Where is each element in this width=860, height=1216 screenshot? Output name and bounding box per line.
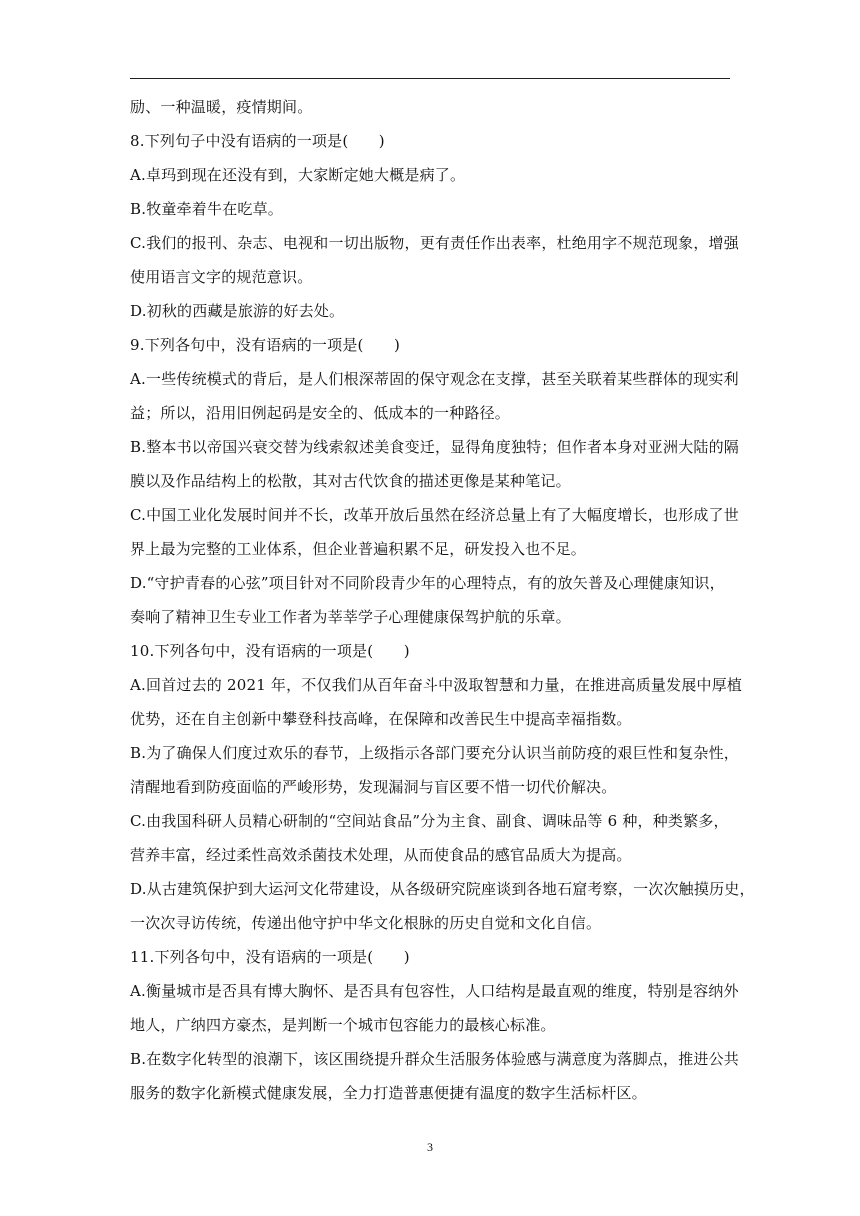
line-gap <box>130 1002 730 1014</box>
line-gap <box>130 288 730 300</box>
question-8-stem: 8.下列句子中没有语病的一项是( ) <box>130 132 385 150</box>
line-gap <box>130 764 730 776</box>
line-gap <box>130 696 730 708</box>
line-gap <box>130 934 730 946</box>
line-gap <box>130 118 730 130</box>
line-gap <box>130 492 730 504</box>
question-10-stem: 10.下列各句中，没有语病的一项是( ) <box>130 642 410 660</box>
line-gap <box>130 730 730 742</box>
question-10-option-b-cont: 清醒地看到防疫面临的严峻形势，发现漏洞与盲区要不惜一切代价解决。 <box>130 778 617 796</box>
line-gap <box>130 560 730 572</box>
page-number: 3 <box>427 1140 433 1154</box>
question-11-option-b-cont: 服务的数字化新模式健康发展，全力打造普惠便捷有温度的数字生活标杆区。 <box>130 1084 647 1102</box>
question-9-option-a: A.一些传统模式的背后，是人们根深蒂固的保守观念在支撑，甚至关联着某些群体的现实利 <box>130 370 739 388</box>
question-9-option-d: D.“守护青春的心弦”项目针对不同阶段青少年的心理特点，有的放矢普及心理健康知识， <box>130 574 725 592</box>
line-gap <box>130 424 730 436</box>
question-11-stem: 11.下列各句中，没有语病的一项是( ) <box>130 948 410 966</box>
question-9-option-c-cont: 界上最为完整的工业体系，但企业普遍积累不足，研发投入也不足。 <box>130 540 587 558</box>
question-10-option-a-cont: 优势，还在自主创新中攀登科技高峰，在保障和改善民生中提高幸福指数。 <box>130 710 632 728</box>
question-10-option-c: C.由我国科研人员精心研制的“空间站食品”分为主食、副食、调味品等 6 种，种类繁多， <box>130 812 729 830</box>
header-rule <box>130 78 730 79</box>
question-11-option-a-cont: 地人，广纳四方豪杰，是判断一个城市包容能力的最核心标准。 <box>130 1016 556 1034</box>
line-gap <box>130 900 730 912</box>
question-9-stem: 9.下列各句中，没有语病的一项是( ) <box>130 336 401 354</box>
question-11-option-a: A.衡量城市是否具有博大胸怀、是否具有包容性，人口结构是最直观的维度，特别是容纳外 <box>130 982 739 1000</box>
text-line: 励、一种温暖，疫情期间。 <box>130 98 313 116</box>
question-10-option-c-cont: 营养丰富，经过柔性高效杀菌技术处理，从而使食品的感官品质大为提高。 <box>130 846 632 864</box>
question-8-option-c: C.我们的报刊、杂志、电视和一切出版物，更有责任作出表率，杜绝用字不规范现象，增强 <box>130 234 739 252</box>
line-gap <box>130 866 730 878</box>
line-gap <box>130 832 730 844</box>
line-gap <box>130 594 730 606</box>
line-gap <box>130 152 730 164</box>
question-9-option-b: B.整本书以帝国兴衰交替为线索叙述美食变迁，显得角度独特；但作者本身对亚洲大陆的隔 <box>130 438 739 456</box>
line-gap <box>130 186 730 198</box>
question-10-option-a: A.回首过去的 2021 年，不仅我们从百年奋斗中汲取智慧和力量，在推进高质量发展中厚植 <box>130 676 743 694</box>
question-8-option-b: B.牧童牵着牛在吃草。 <box>130 200 283 218</box>
question-9-option-d-cont: 奏响了精神卫生专业工作者为莘莘学子心理健康保驾护航的乐章。 <box>130 608 571 626</box>
line-gap <box>130 1036 730 1048</box>
line-gap <box>130 968 730 980</box>
question-9-option-a-cont: 益；所以，沿用旧例起码是安全的、低成本的一种路径。 <box>130 404 511 422</box>
line-gap <box>130 254 730 266</box>
question-11-option-b: B.在数字化转型的浪潮下，该区围绕提升群众生活服务体验感与满意度为落脚点，推进公共 <box>130 1050 739 1068</box>
question-9-option-c: C.中国工业化发展时间并不长，改革开放后虽然在经济总量上有了大幅度增长，也形成了世 <box>130 506 739 524</box>
question-10-option-d: D.从古建筑保护到大运河文化带建设，从各级研究院座谈到各地石窟考察，一次次触摸历史， <box>130 880 755 898</box>
line-gap <box>130 458 730 470</box>
line-gap <box>130 798 730 810</box>
line-gap <box>130 356 730 368</box>
line-gap <box>130 220 730 232</box>
line-gap <box>130 390 730 402</box>
question-9-option-b-cont: 膜以及作品结构上的松散，其对古代饮食的描述更像是某种笔记。 <box>130 472 571 490</box>
line-gap <box>130 322 730 334</box>
question-8-option-d: D.初秋的西藏是旅游的好去处。 <box>130 302 345 320</box>
question-8-option-c-cont: 使用语言文字的规范意识。 <box>130 268 313 286</box>
line-gap <box>130 628 730 640</box>
question-8-option-a: A.卓玛到现在还没有到，大家断定她大概是病了。 <box>130 166 466 184</box>
question-10-option-b: B.为了确保人们度过欢乐的春节，上级指示各部门要充分认识当前防疫的艰巨性和复杂性， <box>130 744 739 762</box>
question-10-option-d-cont: 一次次寻访传统，传递出他守护中华文化根脉的历史自觉和文化自信。 <box>130 914 602 932</box>
line-gap <box>130 526 730 538</box>
line-gap <box>130 1070 730 1082</box>
page-content <box>130 96 755 1104</box>
line-gap <box>130 662 730 674</box>
